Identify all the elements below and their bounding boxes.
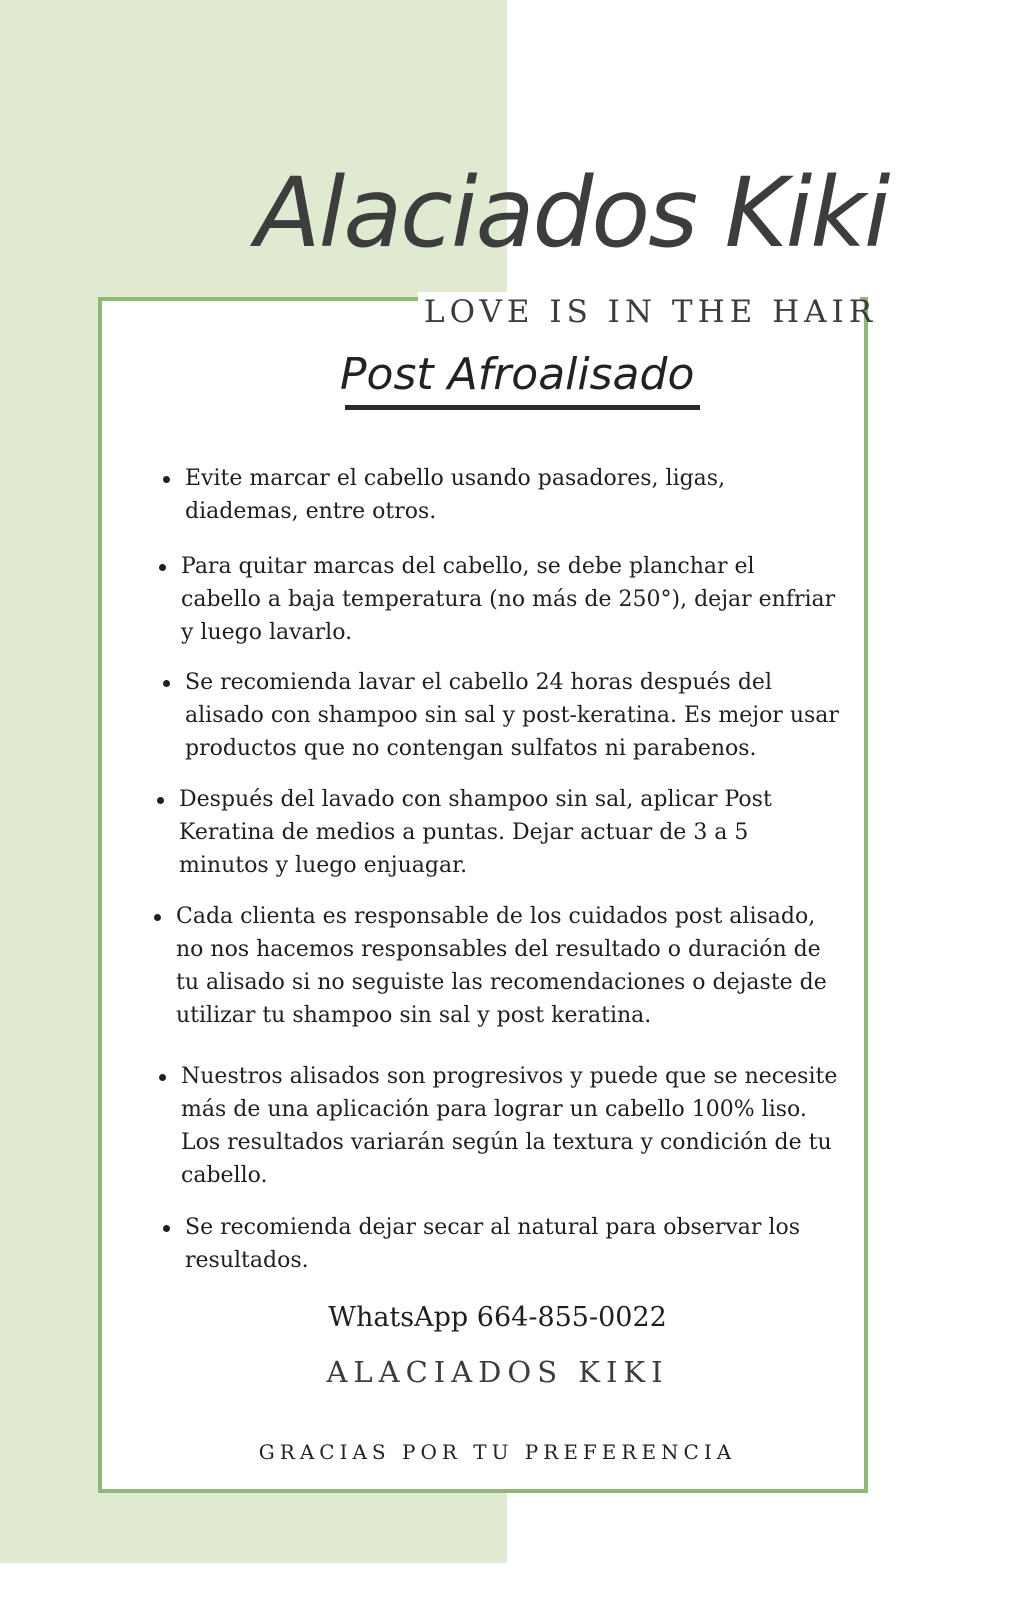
instruction-text: Se recomienda dejar secar al natural para observar los resultados. [185, 1215, 800, 1273]
bullet-icon [163, 476, 170, 483]
bullet-icon [157, 797, 164, 804]
bullet-icon [163, 680, 170, 687]
bullet-icon [159, 564, 166, 571]
instruction-text: Cada clienta es responsable de los cuidados post alisado, no nos hacemos responsables del resultado o duración de tu alisado si no seguiste las recomendaciones o dejaste de utilizar tu shampoo sin sal y post keratina. [176, 904, 827, 1028]
section-title: Post Afroalisado [340, 349, 695, 400]
instruction-text: Evite marcar el cabello usando pasadores, ligas, diademas, entre otros. [185, 466, 726, 524]
whatsapp-contact: WhatsApp 664-855-0022 [328, 1302, 667, 1333]
instruction-item [181, 550, 841, 649]
brand-tagline: LOVE IS IN THE HAIR [418, 292, 860, 332]
bullet-icon [163, 1225, 170, 1232]
instruction-text: Después del lavado con shampoo sin sal, aplicar Post Keratina de medios a puntas. Dejar actuar de 3 a 5 minutos y luego enjuagar. [179, 787, 772, 878]
instruction-item [185, 666, 847, 765]
instruction-item [179, 783, 789, 882]
instruction-text: Nuestros alisados son progresivos y puede que se necesite más de una aplicación para lograr un cabello 100% liso. Los resultados variarán según la textura y condición de tu cabello. [181, 1064, 838, 1188]
brand-title: Alaciados Kiki [255, 157, 889, 269]
instruction-item [181, 1060, 843, 1192]
section-title-underline [345, 405, 700, 410]
bullet-icon [154, 914, 161, 921]
instruction-item [185, 1211, 825, 1277]
footer-brand: ALACIADOS KIKI [326, 1355, 669, 1389]
instruction-text: Para quitar marcas del cabello, se debe planchar el cabello a baja temperatura (no más de 250°), dejar enfriar y luego lavarlo. [181, 554, 836, 645]
instruction-item [185, 462, 845, 528]
thanks-message: GRACIAS POR TU PREFERENCIA [258, 1440, 737, 1464]
instruction-item [176, 900, 836, 1032]
bullet-icon [159, 1074, 166, 1081]
instruction-text: Se recomienda lavar el cabello 24 horas después del alisado con shampoo sin sal y post-keratina. Es mejor usar productos que no contengan sulfatos ni parabenos. [185, 670, 839, 761]
